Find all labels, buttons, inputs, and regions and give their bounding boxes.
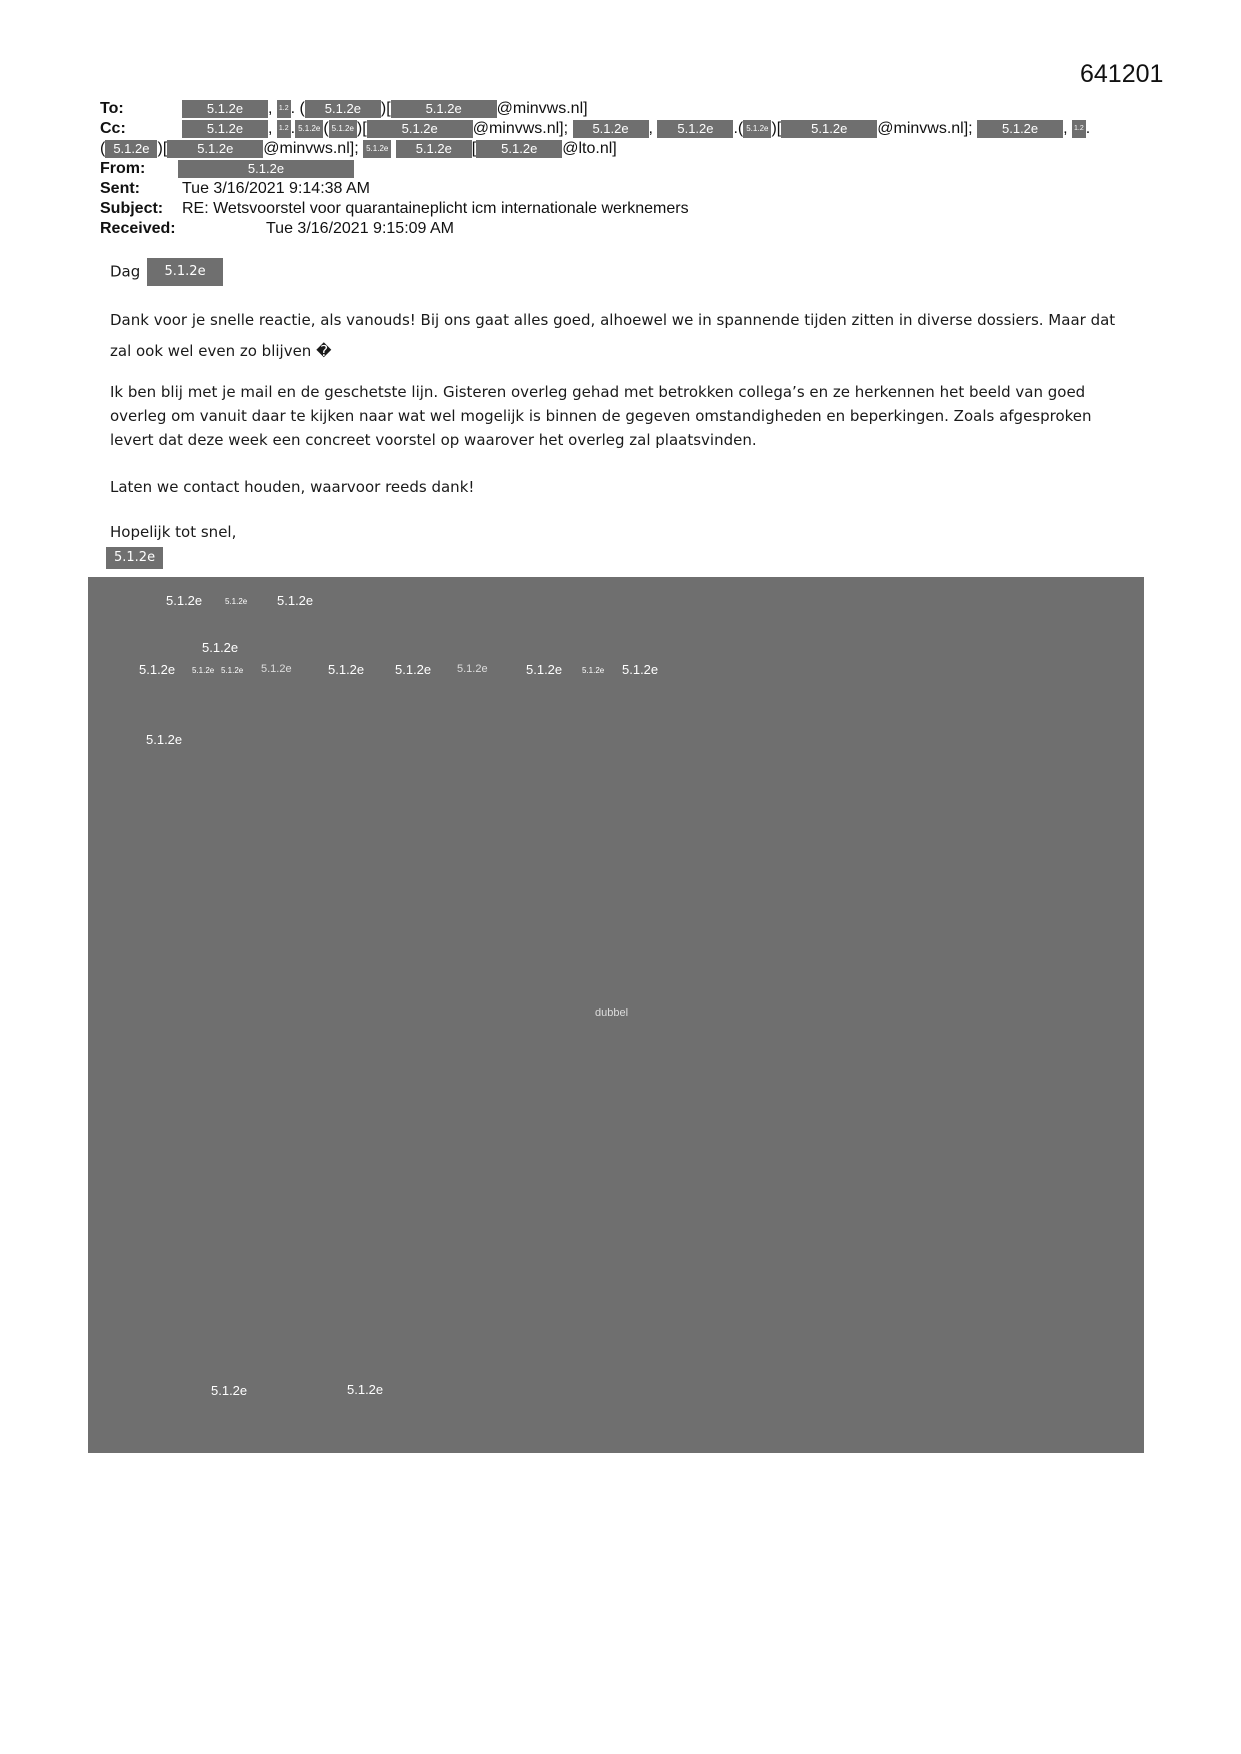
redaction-code: 5.1.2e <box>457 663 488 675</box>
redaction: 5.1.2e <box>329 120 357 138</box>
redaction: 5.1.2e <box>182 100 268 118</box>
document-number: 641201 <box>1080 60 1164 88</box>
redaction: 5.1.2e <box>396 140 472 158</box>
paragraph: Dank voor je snelle reactie, als vanouds! Bij ons gaat alles goed, alhoewel we in spannende tijden zitten in diverse dossiers. Maar dat zal ook wel even zo blijven � <box>110 311 1116 360</box>
redaction: 5.1.2e <box>178 160 354 178</box>
greeting: Dag <box>110 262 141 281</box>
email-domain: @minvws.nl]; <box>263 140 359 157</box>
redaction: 5.1.2e <box>105 140 157 158</box>
email-domain: @minvws.nl] <box>496 100 588 117</box>
redaction: 5.1.2e <box>182 120 268 138</box>
redaction-code: 5.1.2e <box>146 732 183 747</box>
redacted-block <box>88 577 1144 1453</box>
email-domain: @minvws.nl]; <box>877 120 973 137</box>
redaction: 5.1.2e <box>367 120 473 138</box>
cc-line: Cc: 5.1.2e , 1.2 . 5.1.2e ( 5.1.2e )[ 5.1.2e @minvws.nl]; 5.1.2e , 5.1.2e .( 5.1.2e )[ 5.1.2e @minvws.nl]; 5.1.2e , 1.2 . <box>100 120 1091 137</box>
redaction-code: 5.1.2e <box>192 666 215 675</box>
redaction-code: 5.1.2e <box>526 662 563 677</box>
redaction-code: 5.1.2e <box>347 1382 384 1397</box>
redaction: 5.1.2e <box>106 547 163 569</box>
subject-line <box>100 199 1100 219</box>
paragraph: Laten we contact houden, waarvoor reeds dank! <box>110 478 475 496</box>
received-label: Received: <box>100 220 176 237</box>
redaction-code: 5.1.2e <box>211 1383 248 1398</box>
redaction-code: 5.1.2e <box>261 663 292 675</box>
redaction-code: 5.1.2e <box>225 597 248 606</box>
redaction-code: 5.1.2e <box>277 593 314 608</box>
email-domain: @lto.nl] <box>562 140 617 157</box>
redaction-code: 5.1.2e <box>328 662 365 677</box>
subject-value: RE: Wetsvoorstel voor quarantaineplicht icm internationale werknemers <box>182 200 689 217</box>
redaction: 5.1.2e <box>167 140 263 158</box>
redaction: 5.1.2e <box>977 120 1063 138</box>
redaction-code: 5.1.2e <box>166 593 203 608</box>
redaction: 5.1.2e <box>305 100 381 118</box>
cc-label: Cc: <box>100 120 126 137</box>
sent-label: Sent: <box>100 180 140 197</box>
redaction: 1.2 <box>1072 120 1086 138</box>
subject-label: Subject: <box>100 200 164 217</box>
redaction: 5.1.2e <box>147 258 223 286</box>
from-line <box>100 159 1100 179</box>
redaction: 5.1.2e <box>391 100 497 118</box>
redaction: 5.1.2e <box>781 120 877 138</box>
redaction: 5.1.2e <box>363 140 391 158</box>
redaction: 5.1.2e <box>743 120 771 138</box>
paragraph: Ik ben blij met je mail en de geschetste lijn. Gisteren overleg gehad met betrokken collega’s en ze herkennen het beeld van goed overleg om vanuit daar te kijken naar wat wel mogelijk is binnen de gegeven omstandigheden en beperkingen. Zoals afgesproken levert dat deze week een concreet voorstel op waarover het overleg zal plaatsvinden. <box>110 383 1092 449</box>
email-domain: @minvws.nl]; <box>472 120 569 137</box>
sent-line <box>100 179 1100 199</box>
sent-value: Tue 3/16/2021 9:14:38 AM <box>182 180 370 197</box>
redaction: 5.1.2e <box>476 140 562 158</box>
redaction: 5.1.2e <box>573 120 649 138</box>
redaction-code: 5.1.2e <box>622 662 659 677</box>
redaction-code: 5.1.2e <box>139 662 176 677</box>
redaction: 1.2 <box>277 100 291 118</box>
redaction-code: 5.1.2e <box>202 640 239 655</box>
signature-line <box>106 545 1116 569</box>
redaction-code: 5.1.2e <box>395 662 432 677</box>
redaction: 1.2 <box>277 120 291 138</box>
redaction: 5.1.2e <box>657 120 733 138</box>
block-label: dubbel <box>595 1007 629 1019</box>
from-label: From: <box>100 160 146 177</box>
received-value: Tue 3/16/2021 9:15:09 AM <box>266 220 454 237</box>
to-label: To: <box>100 100 124 117</box>
closing: Hopelijk tot snel, <box>110 523 237 541</box>
cc-line-continued: ( 5.1.2e )[ 5.1.2e @minvws.nl]; 5.1.2e 5.1.2e [ 5.1.2e @lto.nl] <box>100 140 617 157</box>
redaction-code: 5.1.2e <box>582 666 605 675</box>
redaction: 5.1.2e <box>295 120 323 138</box>
to-line: To: 5.1.2e , 1.2 . ( 5.1.2e )[ 5.1.2e @minvws.nl] <box>100 100 588 117</box>
greeting-line <box>110 258 1120 286</box>
redaction-code: 5.1.2e <box>221 666 244 675</box>
received-line <box>100 219 1100 239</box>
